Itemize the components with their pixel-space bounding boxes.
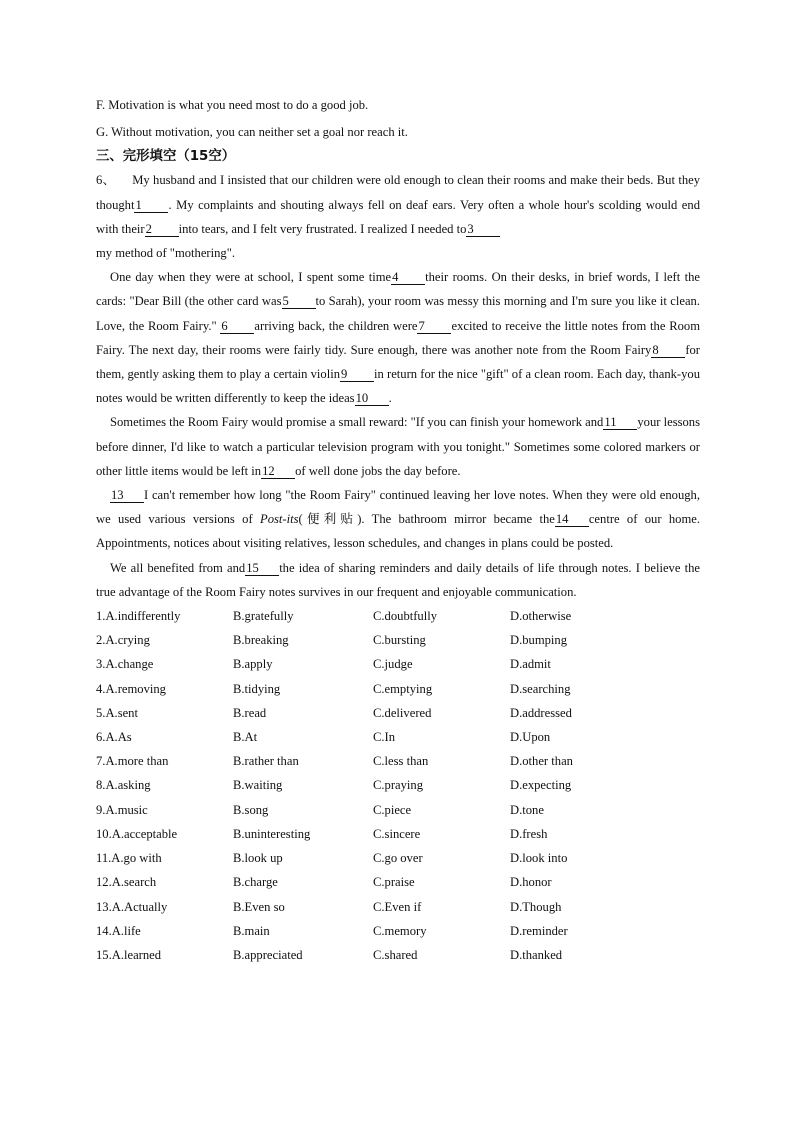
blank-8[interactable]: 8 <box>651 343 685 358</box>
blank-9[interactable]: 9 <box>340 367 374 382</box>
option-d[interactable]: D.thanked <box>510 947 563 962</box>
passage-paragraph-4: 13 I can't remember how long "the Room Fairy" continued leaving her love notes. When they were old enough, we used various versions of Post-its(便利贴). The bathroom mirror became the14 centre of our home. Appointments, notices about visiting relatives, lesson schedules, and changes in plans could be posted. <box>96 488 701 551</box>
option-row <box>96 798 700 822</box>
blank-12[interactable]: 12 <box>261 464 295 479</box>
option-c[interactable]: C.go over <box>373 851 423 866</box>
option-a[interactable]: 12.A.search <box>96 875 157 890</box>
option-d[interactable]: D.tone <box>510 802 544 817</box>
option-d[interactable]: D.expecting <box>510 778 572 793</box>
option-c[interactable]: C.doubtfully <box>373 609 438 624</box>
option-a[interactable]: 15.A.learned <box>96 947 162 962</box>
options-table <box>96 604 700 967</box>
blank-5[interactable]: 5 <box>282 294 316 309</box>
option-c[interactable]: C.bursting <box>373 633 426 648</box>
option-b[interactable]: B.main <box>233 923 270 938</box>
option-b[interactable]: B.song <box>233 802 269 817</box>
option-d[interactable]: D.honor <box>510 875 552 890</box>
option-b[interactable]: B.Even so <box>233 899 285 914</box>
option-d[interactable]: D.other than <box>510 754 573 769</box>
option-d[interactable]: D.look into <box>510 851 568 866</box>
option-c[interactable]: C.In <box>373 730 396 745</box>
option-b[interactable]: B.read <box>233 705 267 720</box>
option-row <box>96 677 700 701</box>
blank-15[interactable]: 15 <box>245 561 279 576</box>
post-its-term: Post-its <box>260 512 299 527</box>
option-c[interactable]: C.shared <box>373 947 418 962</box>
option-a[interactable]: 11.A.go with <box>96 851 162 866</box>
blank-1[interactable]: 1 <box>134 198 168 213</box>
option-row <box>96 846 700 870</box>
option-row <box>96 701 700 725</box>
passage-paragraph-2: One day when they were at school, I spent some time4 their rooms. On their desks, in brief words, I left the cards: "Dear Bill (the other card was5 to Sarah), your room was messy this morning and I'm sure you like it clean. Love, the Room Fairy." 6 arriving back, the children were7 excited to receive the little notes from the Room Fairy. The next day, their rooms were fairly tidy. Sure enough, there was another note from the Room Fairy8 for them, gently asking them to play a certain violin9 in return for the nice "gift" of a clean room. Each day, thank-you notes would be written differently to keep the ideas10 . <box>96 270 701 406</box>
option-c[interactable]: C.piece <box>373 802 412 817</box>
option-d[interactable]: D.Upon <box>510 730 551 745</box>
option-b[interactable]: B.apply <box>233 657 273 672</box>
section-title: 三、完形填空（15空） <box>96 149 236 165</box>
option-row <box>96 943 700 967</box>
option-b[interactable]: B.waiting <box>233 778 283 793</box>
question-number: 6、 <box>96 173 116 188</box>
option-b[interactable]: B.appreciated <box>233 947 303 962</box>
blank-10[interactable]: 10 <box>355 391 389 406</box>
option-b[interactable]: B.charge <box>233 875 278 890</box>
document-page <box>96 93 700 967</box>
option-row <box>96 919 700 943</box>
option-b[interactable]: B.tidying <box>233 681 281 696</box>
option-d[interactable]: D.admit <box>510 657 551 672</box>
blank-7[interactable]: 7 <box>417 319 451 334</box>
option-a[interactable]: 13.A.Actually <box>96 899 168 914</box>
option-row <box>96 822 700 846</box>
option-d[interactable]: D.searching <box>510 681 571 696</box>
option-a[interactable]: 5.A.sent <box>96 705 138 720</box>
option-d[interactable]: D.addressed <box>510 705 572 720</box>
option-c[interactable]: C.delivered <box>373 705 432 720</box>
option-b[interactable]: B.uninteresting <box>233 826 311 841</box>
option-c[interactable]: C.less than <box>373 754 429 769</box>
option-row <box>96 652 700 676</box>
option-c[interactable]: C.memory <box>373 923 427 938</box>
option-b[interactable]: B.rather than <box>233 754 299 769</box>
option-d[interactable]: D.fresh <box>510 826 548 841</box>
option-a[interactable]: 10.A.acceptable <box>96 826 178 841</box>
blank-14[interactable]: 14 <box>555 512 589 527</box>
option-row <box>96 628 700 652</box>
passage-paragraph-5: We all benefited from and15 the idea of sharing reminders and daily details of life through notes. I believe the true advantage of the Room Fairy notes survives in our frequent and enjoyable communication. <box>96 560 700 599</box>
option-a[interactable]: 9.A.music <box>96 802 148 817</box>
passage-paragraph-1: 6、 My husband and I insisted that our children were old enough to clean their rooms and make their beds. But they thought1 . My complaints and shouting always fell on deaf ears. Very often a whole hour's scolding would end with their2 into tears, and I felt very frustrated. I realized I needed to3 my method of "mothering". <box>96 173 701 261</box>
option-d[interactable]: D.bumping <box>510 633 568 648</box>
option-d[interactable]: D.Though <box>510 899 562 914</box>
option-c[interactable]: C.praise <box>373 875 415 890</box>
option-c[interactable]: C.sincere <box>373 826 421 841</box>
option-row <box>96 870 700 894</box>
blank-3[interactable]: 3 <box>466 222 500 237</box>
option-g-line: G. Without motivation, you can neither set a goal nor reach it. <box>96 125 408 140</box>
option-d[interactable]: D.reminder <box>510 923 568 938</box>
option-f-line: F. Motivation is what you need most to do a good job. <box>96 98 369 112</box>
option-a[interactable]: 6.A.As <box>96 730 132 745</box>
blank-13[interactable]: 13 <box>110 488 144 503</box>
option-d[interactable]: D.otherwise <box>510 609 572 624</box>
option-a[interactable]: 7.A.more than <box>96 754 169 769</box>
passage-paragraph-3: Sometimes the Room Fairy would promise a small reward: "If you can finish your homework and11 your lessons before dinner, I'd like to watch a particular television program with you tonight." Sometimes some colored markers or other little items would be left in12 of well done jobs the day before. <box>96 415 700 478</box>
option-row <box>96 895 700 919</box>
option-c[interactable]: C.praying <box>373 778 424 793</box>
blank-6[interactable]: 6 <box>220 319 254 334</box>
option-a[interactable]: 14.A.life <box>96 923 141 938</box>
option-row <box>96 725 700 749</box>
option-c[interactable]: C.emptying <box>373 681 433 696</box>
option-a[interactable]: 2.A.crying <box>96 633 150 648</box>
option-a[interactable]: 8.A.asking <box>96 778 151 793</box>
option-b[interactable]: B.look up <box>233 851 283 866</box>
option-row <box>96 604 700 628</box>
blank-2[interactable]: 2 <box>145 222 179 237</box>
option-a[interactable]: 3.A.change <box>96 657 154 672</box>
option-a[interactable]: 4.A.removing <box>96 681 166 696</box>
option-c[interactable]: C.judge <box>373 657 413 672</box>
blank-4[interactable]: 4 <box>391 270 425 285</box>
option-c[interactable]: C.Even if <box>373 899 422 914</box>
blank-11[interactable]: 11 <box>603 415 637 430</box>
option-b[interactable]: B.At <box>233 730 258 745</box>
option-row <box>96 749 700 773</box>
option-row <box>96 773 700 797</box>
option-b[interactable]: B.breaking <box>233 633 289 648</box>
option-a[interactable]: 1.A.indifferently <box>96 609 181 624</box>
option-b[interactable]: B.gratefully <box>233 609 294 624</box>
